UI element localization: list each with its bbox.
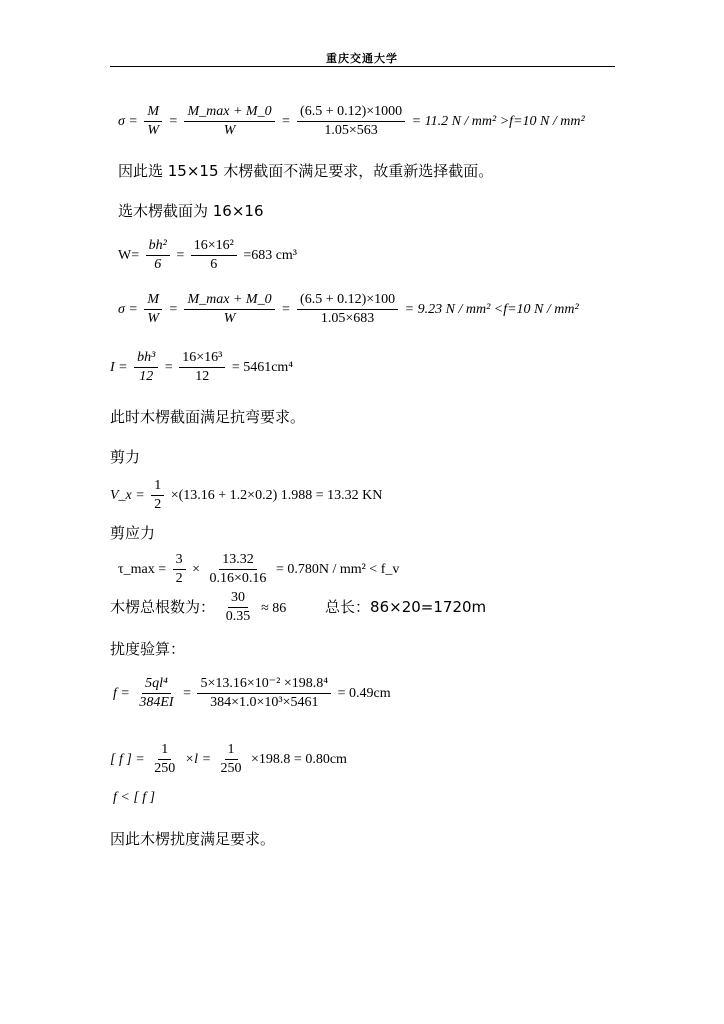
frac-num: M_max + M_0 (184, 104, 274, 122)
header-rule (110, 66, 615, 67)
eq-mid: × (192, 561, 201, 577)
frac-num: 3 (173, 552, 186, 570)
frac-num: 1 (225, 742, 238, 760)
frac-den: W (223, 123, 236, 139)
eq-result: ×(13.16 + 1.2×0.2) 1.988 = 13.32 KN (170, 487, 383, 503)
paragraph-conclusion: 因此木楞扰度满足要求。 (110, 830, 276, 848)
frac-den: 12 (139, 369, 154, 385)
deflection-comparison: f < [ f ] (113, 790, 156, 805)
shear-stress-equation (118, 552, 399, 587)
frac-num: M_max + M_0 (184, 292, 274, 310)
eq-lhs: σ = (118, 113, 138, 129)
frac-num: 16×16³ (179, 350, 225, 368)
frac-den: 2 (154, 497, 162, 513)
page-header: 重庆交通大学 (326, 52, 398, 65)
fraction (151, 742, 178, 777)
fraction (144, 104, 162, 139)
equals: = (176, 247, 185, 263)
frac-num: bh² (146, 238, 170, 256)
frac-den: 6 (154, 257, 162, 273)
paragraph-1: 因此选 15×15 木楞截面不满足要求，故重新选择截面。 (118, 162, 494, 180)
eq-result: = 9.23 N / mm² <f=10 N / mm² (404, 301, 579, 317)
frac-den: 6 (210, 257, 218, 273)
frac-num: 13.32 (219, 552, 257, 570)
section-modulus-equation (118, 238, 297, 273)
count-label: 木楞总根数为： (110, 598, 216, 617)
section-shear: 剪力 (110, 448, 141, 466)
count-approx: ≈ 86 (261, 601, 287, 617)
eq-lhs: σ = (118, 301, 138, 317)
eq-mid: ×l = (184, 751, 212, 767)
frac-den: W (147, 123, 160, 139)
eq-lhs: [ f ] = (110, 751, 145, 767)
total-count-line (110, 590, 486, 625)
frac-num: 5ql⁴ (142, 676, 171, 694)
frac-num: M (144, 292, 162, 310)
fraction (297, 292, 398, 327)
paragraph-3: 此时木楞截面满足抗弯要求。 (110, 408, 306, 426)
deflection-equation (113, 676, 391, 711)
total-length: 总长：86×20=1720m (325, 598, 487, 617)
frac-num: 1 (151, 478, 164, 496)
fraction (218, 742, 245, 777)
frac-num: (6.5 + 0.12)×100 (297, 292, 398, 310)
fraction (297, 104, 405, 139)
frac-den: W (223, 311, 236, 327)
section-shear-stress: 剪应力 (110, 524, 156, 542)
eq-result: = 0.49cm (337, 685, 391, 701)
frac-den: 0.16×0.16 (209, 571, 267, 587)
frac-den: 384EI (139, 695, 174, 711)
frac-den: 384×1.0×10³×5461 (210, 695, 319, 711)
equals: = (183, 685, 191, 701)
eq-lhs: W= (118, 247, 140, 263)
fraction (173, 552, 186, 587)
fraction (134, 350, 158, 385)
frac-num: 5×13.16×10⁻² ×198.8⁴ (197, 676, 331, 694)
eq-result: = 0.780N / mm² < f_v (275, 561, 400, 577)
frac-num: 30 (228, 590, 248, 608)
equals: = (164, 359, 173, 375)
frac-den: 12 (195, 369, 210, 385)
frac-num: (6.5 + 0.12)×1000 (297, 104, 405, 122)
eq-lhs: V_x = (110, 487, 145, 503)
eq-lhs: I = (110, 359, 128, 375)
eq-result: = 5461cm⁴ (231, 359, 294, 375)
fraction (223, 590, 254, 625)
equals: = (168, 301, 178, 317)
shear-force-equation (110, 478, 382, 513)
fraction (207, 552, 270, 587)
frac-den: 1.05×683 (320, 311, 375, 327)
frac-den: 250 (220, 761, 242, 777)
allowable-deflection-equation (110, 742, 347, 777)
eq-lhs: f = (113, 685, 130, 701)
fraction (136, 676, 176, 711)
fraction (179, 350, 225, 385)
frac-den: 250 (154, 761, 176, 777)
eq-result: = 11.2 N / mm² >f=10 N / mm² (411, 113, 585, 129)
fraction (191, 238, 237, 273)
fraction (184, 104, 274, 139)
fraction (184, 292, 274, 327)
eq-result: =683 cm³ (243, 247, 298, 263)
frac-num: 1 (158, 742, 171, 760)
frac-den: 0.35 (225, 609, 251, 625)
fraction (146, 238, 170, 273)
frac-den: 1.05×563 (324, 123, 378, 139)
frac-den: 2 (175, 571, 183, 587)
stress-equation-2: σ = $\frac{M}{W}$ = $\frac{M\_\max + M\_0}{W}$ = $\frac{(6.5 + 0.12)\times 100}{1.05\times 683}$ = 9.23 N / mm² <f=10 N / mm² (118, 292, 579, 327)
eq-result: ×198.8 = 0.80cm (251, 751, 347, 767)
fraction (144, 292, 162, 327)
frac-num: bh³ (134, 350, 158, 368)
equals: = (168, 113, 178, 129)
stress-equation-1: σ = $\frac{M}{W}$ = $\frac{M\_\max + M\_0}{W}$ = $\frac{(6.5 + 0.12)\times 1000}{1.05\times 563}$ = 11.2 N / mm² >f=10 N / mm² (118, 104, 585, 139)
section-deflection: 扰度验算： (110, 640, 186, 658)
frac-num: M (144, 104, 162, 122)
eq-lhs: τ_max = (118, 561, 167, 577)
fraction (151, 478, 164, 513)
paragraph-2: 选木楞截面为 16×16 (118, 202, 264, 220)
frac-den: W (147, 311, 160, 327)
moment-of-inertia-equation (110, 350, 293, 385)
fraction (197, 676, 331, 711)
frac-num: 16×16² (191, 238, 237, 256)
